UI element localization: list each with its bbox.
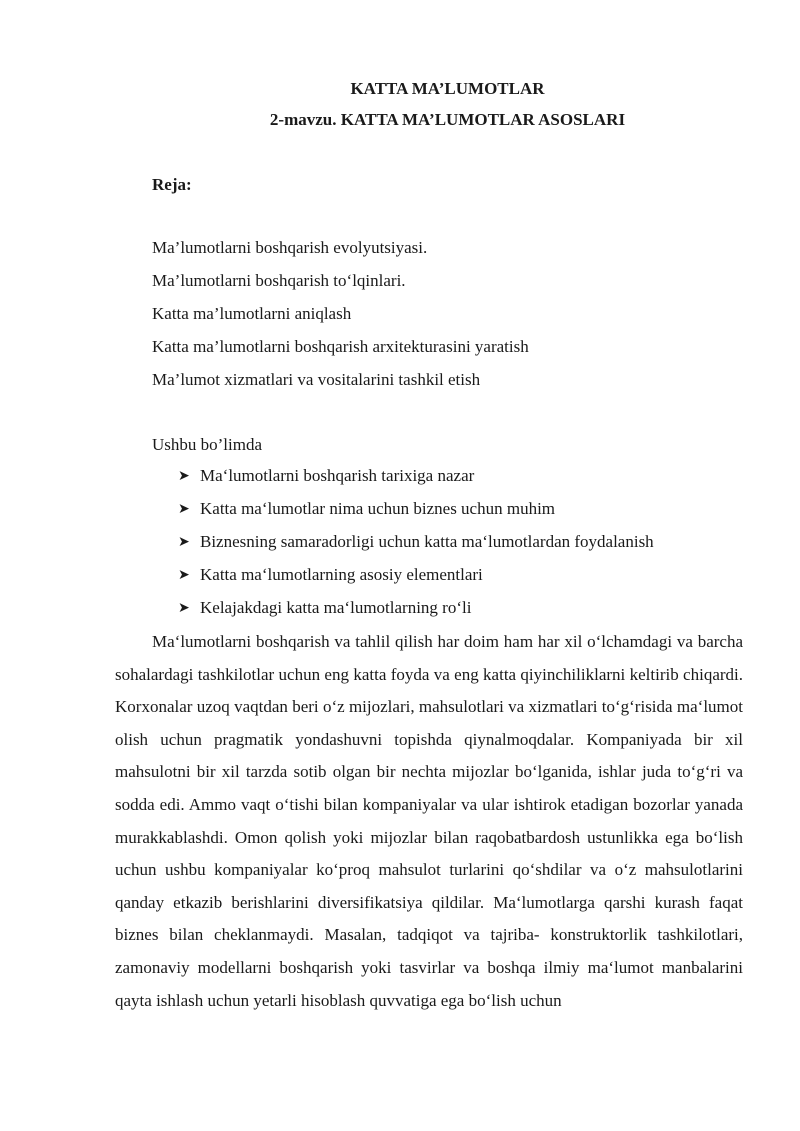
plan-label: Reja:: [152, 175, 192, 194]
bullet-item-text: Biznesning samaradorligi uchun katta ma‘lumotlardan foydalanish: [200, 532, 654, 551]
plan-item: Ma’lumotlarni boshqarish to‘lqinlari.: [152, 271, 406, 290]
bullet-item-text: Ma‘lumotlarni boshqarish tarixiga nazar: [200, 466, 475, 485]
bullet-list: [178, 465, 654, 630]
bullet-item: [178, 465, 654, 498]
plan-item: Ma’lumotlarni boshqarish evolyutsiyasi.: [152, 238, 428, 257]
section-intro: Ushbu bo’limda: [152, 435, 263, 454]
arrow-bullet-icon: ➤: [178, 567, 190, 583]
document-title: [0, 78, 800, 100]
bullet-item: [178, 531, 654, 564]
plan-item: Katta ma’lumotlarni aniqlash: [152, 304, 352, 323]
bullet-item-text: Katta ma‘lumotlar nima uchun biznes uchun muhim: [200, 499, 556, 518]
plan-list: [152, 237, 529, 402]
plan-item: Ma’lumot xizmatlari va vositalarini tashkil etish: [152, 370, 481, 389]
document-subtitle: [0, 109, 800, 131]
arrow-bullet-icon: ➤: [178, 534, 190, 550]
plan-item: Katta ma’lumotlarni boshqarish arxitekturasini yaratish: [152, 337, 529, 356]
arrow-bullet-icon: ➤: [178, 501, 190, 517]
document-title-text: KATTA MA’LUMOTLAR: [350, 79, 545, 98]
bullet-item-text: Kelajakdagi katta ma‘lumotlarning ro‘li: [200, 598, 472, 617]
document-subtitle-text: 2-mavzu. KATTA MA’LUMOTLAR ASOSLARI: [269, 110, 626, 129]
arrow-bullet-icon: ➤: [178, 600, 190, 616]
bullet-item-text: Katta ma‘lumotlarning asosiy elementlari: [200, 565, 483, 584]
body-paragraph: Ma‘lumotlarni boshqarish va tahlil qilish har doim ham har xil o‘lchamdagi va barcha sohalardagi tashkilotlar uchun eng katta foyda va eng katta qiyinchiliklarni keltirib chiqardi. Korxonalar uzoq vaqtdan beri o‘z mijozlari, mahsulotlari va xizmatlari to‘g‘risida ma‘lumot olish uchun pragmatik yondashuvni topishda qiynalmoqdalar. Kompaniyada bir xil mahsulotni bir xil tarzda sotib olgan bir nechta mijozlar bo‘lganida, ishlar juda to‘g‘ri va sodda edi. Ammo vaqt o‘tishi bilan kompaniyalar va ular ishtirok etadigan bozorlar yanada murakkablashdi. Omon qolish yoki mijozlar bilan raqobatbardosh ustunlikka ega bo‘lish uchun ushbu kompaniyalar ko‘proq mahsulot turlarini qo‘shdilar va o‘z mahsulotlarini qanday etkazib berishlarini diversifikatsiya qildilar. Ma‘lumotlarga qarshi kurash faqat biznes bilan cheklanmaydi. Masalan, tadqiqot va tajriba- konstruktorlik tashkilotlari, zamonaviy modellarni boshqarish yoki tasvirlar va boshqa ilmiy ma‘lumot manbalarini qayta ishlash uchun yetarli hisoblash quvvatiga ega bo‘lish uchun: [115, 632, 743, 1010]
bullet-item: [178, 564, 654, 597]
arrow-bullet-icon: ➤: [178, 468, 190, 484]
bullet-item: [178, 498, 654, 531]
